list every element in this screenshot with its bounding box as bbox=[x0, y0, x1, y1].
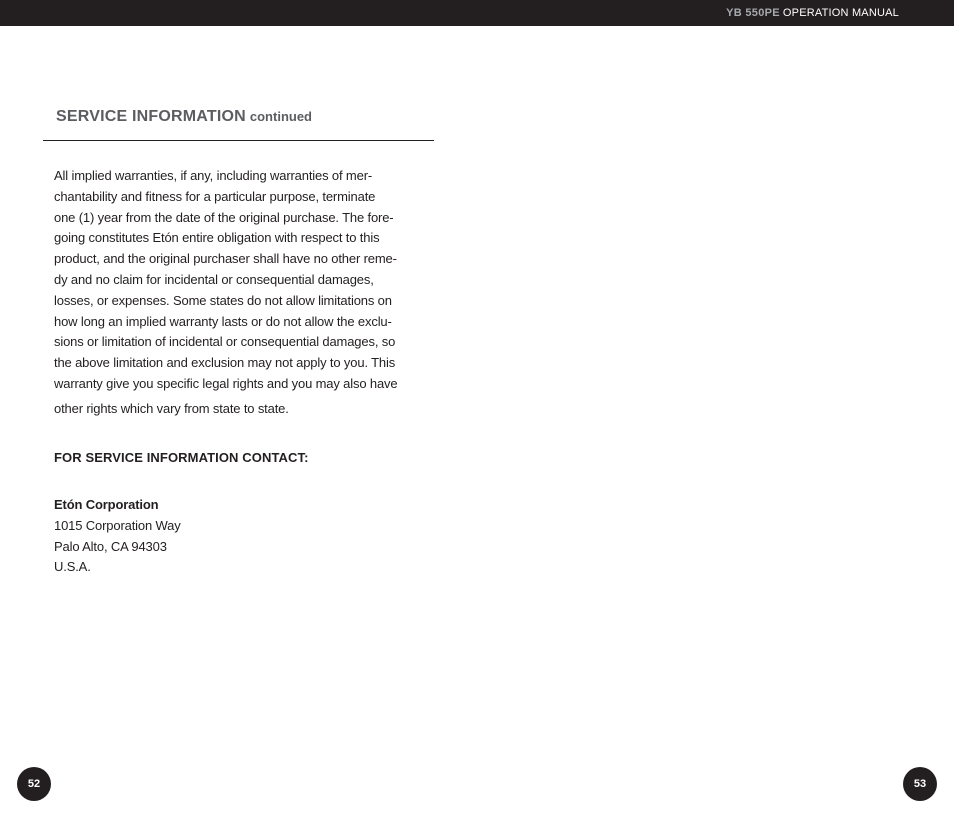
contact-address bbox=[54, 495, 181, 578]
warranty-line: product, and the original purchaser shall have no other reme- bbox=[54, 251, 397, 267]
warranty-line: other rights which vary from state to state. bbox=[54, 400, 289, 416]
address-city: Palo Alto, CA 94303 bbox=[54, 538, 167, 554]
warranty-line: one (1) year from the date of the original purchase. The fore- bbox=[54, 209, 394, 225]
warranty-line: the above limitation and exclusion may not apply to you. This bbox=[54, 355, 396, 371]
section-divider bbox=[43, 140, 434, 141]
warranty-line: All implied warranties, if any, including warranties of mer- bbox=[54, 168, 373, 183]
page-number-left: 52 bbox=[17, 767, 51, 801]
page-number-right: 53 bbox=[903, 767, 937, 801]
warranty-line: going constitutes Etón entire obligation with respect to this bbox=[54, 230, 380, 246]
model-name: YB 550PE bbox=[726, 7, 780, 19]
warranty-line: chantability and fitness for a particular purpose, terminate bbox=[54, 188, 376, 204]
address-country: U.S.A. bbox=[54, 559, 91, 575]
contact-heading: FOR SERVICE INFORMATION CONTACT: bbox=[54, 450, 309, 465]
warranty-paragraph bbox=[54, 166, 416, 420]
warranty-line: losses, or expenses. Some states do not allow limitations on bbox=[54, 292, 392, 308]
warranty-line: how long an implied warranty lasts or do not allow the exclu- bbox=[54, 313, 392, 329]
manual-title: OPERATION MANUAL bbox=[782, 7, 899, 19]
section-title bbox=[56, 108, 312, 126]
address-street: 1015 Corporation Way bbox=[54, 517, 181, 533]
section-title-continued: continued bbox=[249, 109, 312, 124]
warranty-line: dy and no claim for incidental or consequential damages, bbox=[54, 271, 374, 287]
warranty-line: sions or limitation of incidental or consequential damages, so bbox=[54, 334, 396, 350]
company-name: Etón Corporation bbox=[54, 497, 159, 512]
running-header bbox=[726, 6, 899, 20]
section-title-main: SERVICE INFORMATION bbox=[56, 108, 246, 125]
warranty-line: warranty give you specific legal rights and you may also have bbox=[54, 375, 398, 391]
